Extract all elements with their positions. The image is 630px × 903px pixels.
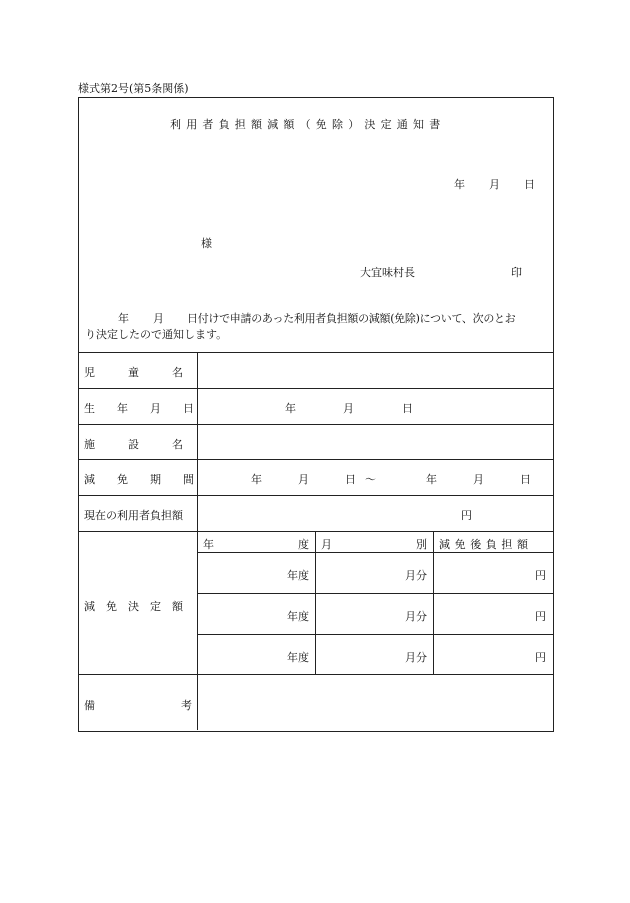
period-day-end: 日 [520,473,531,486]
birth-year: 年 [285,402,296,415]
row-divider [78,459,553,460]
decision-row-yen: 円 [535,651,546,664]
period-day-start: 日 [345,473,356,486]
subtable-divider [197,552,553,553]
decision-row-month: 月分 [405,569,427,582]
body-line2: り決定したので通知します。 [85,328,228,341]
period-label: 減免期間 [84,473,216,486]
decision-row-month: 月分 [405,651,427,664]
decision-header-year-b: 度 [298,538,309,551]
decision-row-yen: 円 [535,569,546,582]
decision-row-year: 年度 [287,651,309,664]
row-divider [78,388,553,389]
row-divider [78,674,553,675]
document-title: 利用者負担額減額（免除）決定通知書 [170,118,446,131]
period-month-start: 月 [298,473,309,486]
decision-row-year: 年度 [287,569,309,582]
period-month-end: 月 [473,473,484,486]
date-day: 日 [524,178,535,191]
child-name-label: 児童名 [84,366,216,379]
birth-month: 月 [343,402,354,415]
date-year: 年 [454,178,465,191]
subtable-divider [197,634,553,635]
facility-label: 施設名 [84,438,216,451]
row-divider [78,424,553,425]
issuer-name: 大宜味村長 [360,266,415,279]
subtable-divider [197,593,553,594]
remarks-label: 備考 [84,699,278,712]
decision-header-year-a: 年 [203,538,214,551]
current-burden-unit: 円 [461,509,472,522]
form-label: 様式第2号(第5条関係) [78,82,189,95]
current-burden-label: 現在の利用者負担額 [84,509,183,522]
period-year-start: 年 [251,473,262,486]
decision-header-month-b: 別 [416,538,427,551]
decision-header-after-burden: 減免後負担額 [439,538,533,551]
period-tilde: ～ [365,473,376,486]
subtable-column-divider [315,531,316,674]
period-year-end: 年 [426,473,437,486]
subtable-column-divider [433,531,434,674]
date-month: 月 [489,178,500,191]
birth-date-label: 生年月日 [84,402,216,415]
row-divider [78,495,553,496]
birth-day: 日 [402,402,413,415]
seal-mark: 印 [511,266,522,279]
addressee-suffix: 様 [201,237,212,250]
decision-row-month: 月分 [405,610,427,623]
decision-header-month-a: 月 [321,538,332,551]
decision-row-year: 年度 [287,610,309,623]
decision-row-yen: 円 [535,610,546,623]
row-divider [78,352,553,353]
body-year: 年 [118,312,129,325]
decision-amount-label: 減免決定額 [84,600,194,613]
body-month: 月 [153,312,164,325]
body-line1: 日付けで申請のあった利用者負担額の減額(免除)について、次のとお [187,312,516,325]
